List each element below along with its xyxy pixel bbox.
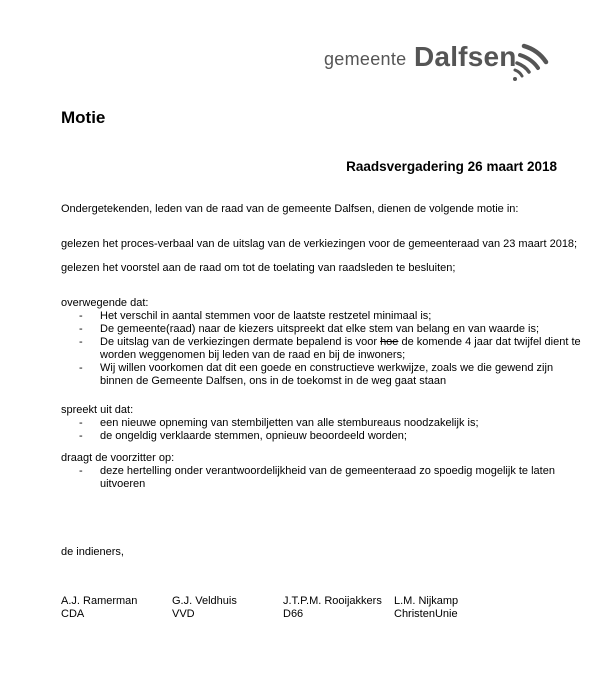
signatory-name: A.J. Ramerman: [61, 595, 138, 607]
draagt-list: [61, 465, 555, 491]
signatory: [394, 595, 458, 621]
logo-word-dalfsen: Dalfsen: [414, 41, 517, 72]
list-item: - De gemeente(raad) naar de kiezers uitspreekt dat elke stem van belang en van waarde is;: [61, 323, 581, 336]
struck-word: hoe: [380, 336, 399, 348]
intro-paragraph: Ondergetekenden, leden van de raad van de gemeente Dalfsen, dienen de volgende motie in:: [61, 203, 519, 215]
list-item: - deze hertelling onder verantwoordelijkheid van de gemeenteraad zo spoedig mogelijk te laten uitvoeren: [61, 465, 555, 491]
gelezen-line-2: gelezen het voorstel aan de raad om tot de toelating van raadsleden te besluiten;: [61, 262, 456, 274]
dalfsen-swoosh-icon: [510, 42, 550, 84]
gelezen-line-1: gelezen het proces-verbaal van de uitslag van de verkiezingen voor de gemeenteraad van 23 maart 2018;: [61, 238, 578, 250]
draagt-heading: draagt de voorzitter op:: [61, 452, 175, 464]
overwegende-heading: overwegende dat:: [61, 297, 149, 309]
document-title: Motie: [61, 108, 106, 127]
indieners-label: de indieners,: [61, 546, 124, 558]
signatory-name: G.J. Veldhuis: [172, 595, 237, 607]
signatory-party: D66: [283, 608, 304, 620]
signatory: [61, 595, 137, 621]
list-item: - Wij willen voorkomen dat dit een goede en constructieve werkwijze, zoals we die gewend zijn binnen de Gemeente Dalfsen, ons in de toekomst in de weg gaat staan: [61, 362, 581, 388]
spreekt-list: [61, 417, 479, 443]
logo-word-gemeente: gemeente: [324, 49, 407, 69]
signatory-party: ChristenUnie: [394, 608, 458, 620]
list-item: - De uitslag van de verkiezingen dermate bepalend is voor hoe de komende 4 jaar dat twijfel dient te worden weggenomen bij leden van de raad en bij de inwoners;: [61, 336, 581, 362]
signatory-party: VVD: [172, 608, 195, 620]
signatory-name: L.M. Nijkamp: [394, 595, 459, 607]
spreekt-heading: spreekt uit dat:: [61, 404, 134, 416]
signatory-party: CDA: [61, 608, 85, 620]
signatory-name: J.T.P.M. Rooijakkers: [283, 595, 382, 607]
gemeente-dalfsen-logo: [322, 40, 552, 85]
signatory: [283, 595, 382, 621]
list-item: - een nieuwe opneming van stembiljetten van alle stembureaus noodzakelijk is;: [61, 417, 479, 430]
list-item: - de ongeldig verklaarde stemmen, opnieuw beoordeeld worden;: [61, 430, 479, 443]
list-item: - Het verschil in aantal stemmen voor de laatste restzetel minimaal is;: [61, 310, 581, 323]
overwegende-list: [61, 310, 581, 388]
signatory: [172, 595, 237, 621]
meeting-date: Raadsvergadering 26 maart 2018: [346, 159, 557, 174]
